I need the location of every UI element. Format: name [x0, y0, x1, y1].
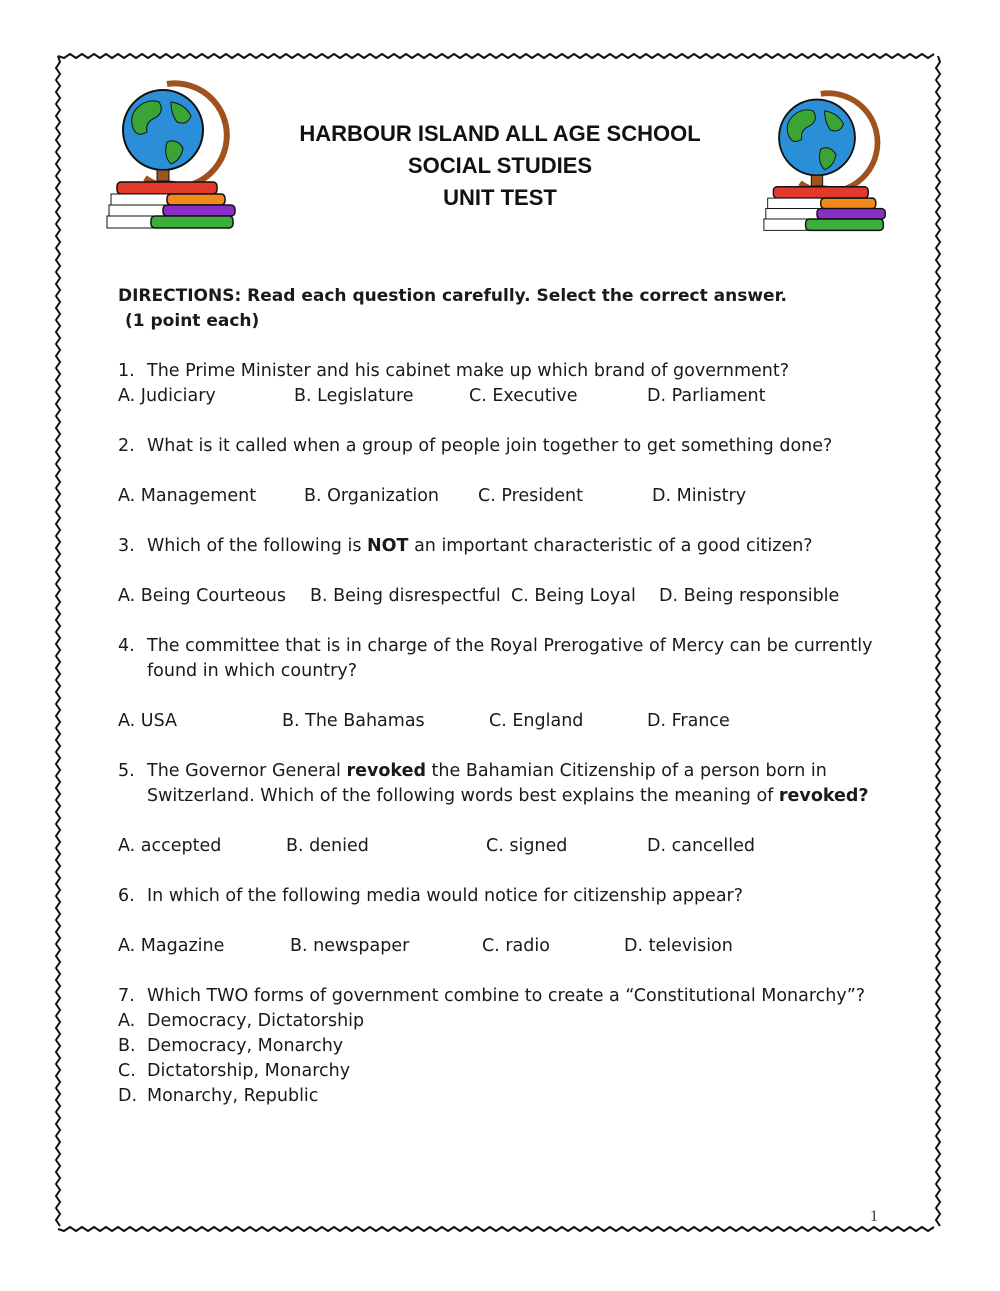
- option-letter: A.: [118, 1011, 136, 1031]
- question-5-options: [118, 834, 878, 859]
- option-a[interactable]: A. Judiciary: [118, 386, 216, 406]
- question-5: [118, 759, 878, 809]
- option-b[interactable]: B. newspaper: [290, 936, 410, 956]
- globe-books-clipart-right: [762, 88, 890, 244]
- option-b[interactable]: B. Being disrespectful: [310, 586, 501, 606]
- question-7: [118, 984, 878, 1009]
- question-4: [118, 634, 878, 684]
- option-text: Dictatorship, Monarchy: [147, 1061, 351, 1081]
- question-text: In which of the following media would notice for citizenship appear?: [147, 886, 744, 906]
- option-d[interactable]: D. cancelled: [647, 836, 756, 856]
- option-b[interactable]: [118, 1034, 878, 1059]
- option-d[interactable]: D. television: [624, 936, 733, 956]
- option-text: Monarchy, Republic: [147, 1086, 319, 1106]
- option-a[interactable]: A. Magazine: [118, 936, 225, 956]
- question-number: 1.: [118, 361, 135, 381]
- question-1-options: [118, 384, 878, 409]
- question-text-emphasis: NOT: [367, 536, 409, 556]
- option-a[interactable]: [118, 1009, 878, 1034]
- globe-icon: [105, 78, 240, 238]
- option-d[interactable]: [118, 1084, 878, 1109]
- book-stack-icon: [107, 182, 235, 228]
- question-3: [118, 534, 878, 559]
- option-b[interactable]: B. denied: [286, 836, 369, 856]
- option-letter: B.: [118, 1036, 136, 1056]
- option-d[interactable]: D. Being responsible: [659, 586, 840, 606]
- subject-title: SOCIAL STUDIES: [407, 153, 593, 178]
- option-c[interactable]: C. signed: [486, 836, 568, 856]
- option-text: Democracy, Dictatorship: [147, 1011, 365, 1031]
- test-content: [118, 284, 878, 1109]
- option-b[interactable]: B. Organization: [304, 486, 440, 506]
- question-number: 7.: [118, 986, 135, 1006]
- question-7-options: [118, 1009, 878, 1109]
- option-a[interactable]: A. accepted: [118, 836, 222, 856]
- option-a[interactable]: A. USA: [118, 711, 178, 731]
- option-c[interactable]: C. Executive: [469, 386, 578, 406]
- question-text: What is it called when a group of people join together to get something done?: [147, 436, 833, 456]
- option-d[interactable]: D. Ministry: [652, 486, 747, 506]
- school-name: HARBOUR ISLAND ALL AGE SCHOOL: [299, 121, 701, 146]
- option-letter: D.: [118, 1086, 138, 1106]
- option-b[interactable]: B. Legislature: [294, 386, 414, 406]
- option-c[interactable]: C. radio: [482, 936, 550, 956]
- question-text-pre: The Governor General: [147, 761, 347, 781]
- option-d[interactable]: D. France: [647, 711, 730, 731]
- question-2-options: [118, 484, 878, 509]
- option-a[interactable]: A. Being Courteous: [118, 586, 286, 606]
- globe-icon: [762, 88, 890, 240]
- test-header: [250, 118, 750, 214]
- globe-books-clipart-left: [105, 78, 240, 242]
- test-title: UNIT TEST: [443, 185, 557, 210]
- question-number: 6.: [118, 886, 135, 906]
- question-6: [118, 884, 878, 909]
- directions-line: DIRECTIONS: Read each question carefully. Select the correct answer.: [118, 286, 787, 306]
- question-text: Which TWO forms of government combine to create a “Constitutional Monarchy”?: [147, 986, 866, 1006]
- option-text: Democracy, Monarchy: [147, 1036, 344, 1056]
- question-text: The committee that is in charge of the Royal Prerogative of Mercy can be currently found in which country?: [147, 636, 873, 681]
- page-number: 1: [870, 1208, 878, 1225]
- question-number: 3.: [118, 536, 135, 556]
- option-c[interactable]: C. England: [489, 711, 584, 731]
- question-text-post: an important characteristic of a good citizen?: [408, 536, 813, 556]
- question-text-pre: Which of the following is: [147, 536, 368, 556]
- option-c[interactable]: [118, 1059, 878, 1084]
- question-text-emphasis: revoked: [346, 761, 426, 781]
- question-text-post: the Bahamian Citizenship of a person born in Switzerland. Which of the following words best explains the meaning of: [147, 761, 827, 806]
- option-letter: C.: [118, 1061, 136, 1081]
- option-b[interactable]: B. The Bahamas: [282, 711, 425, 731]
- question-text: The Prime Minister and his cabinet make up which brand of government?: [147, 361, 790, 381]
- question-1: [118, 359, 878, 384]
- option-d[interactable]: D. Parliament: [647, 386, 766, 406]
- question-number: 4.: [118, 636, 135, 656]
- book-stack-icon: [764, 187, 885, 231]
- question-2: [118, 434, 878, 459]
- question-number: 5.: [118, 761, 135, 781]
- question-6-options: [118, 934, 878, 959]
- question-number: 2.: [118, 436, 135, 456]
- option-c[interactable]: C. President: [478, 486, 583, 506]
- question-3-options: [118, 584, 878, 609]
- option-a[interactable]: A. Management: [118, 486, 257, 506]
- question-text-emphasis-2: revoked?: [778, 786, 869, 806]
- question-4-options: [118, 709, 878, 734]
- directions-points: (1 point each): [125, 311, 260, 331]
- option-c[interactable]: C. Being Loyal: [511, 586, 636, 606]
